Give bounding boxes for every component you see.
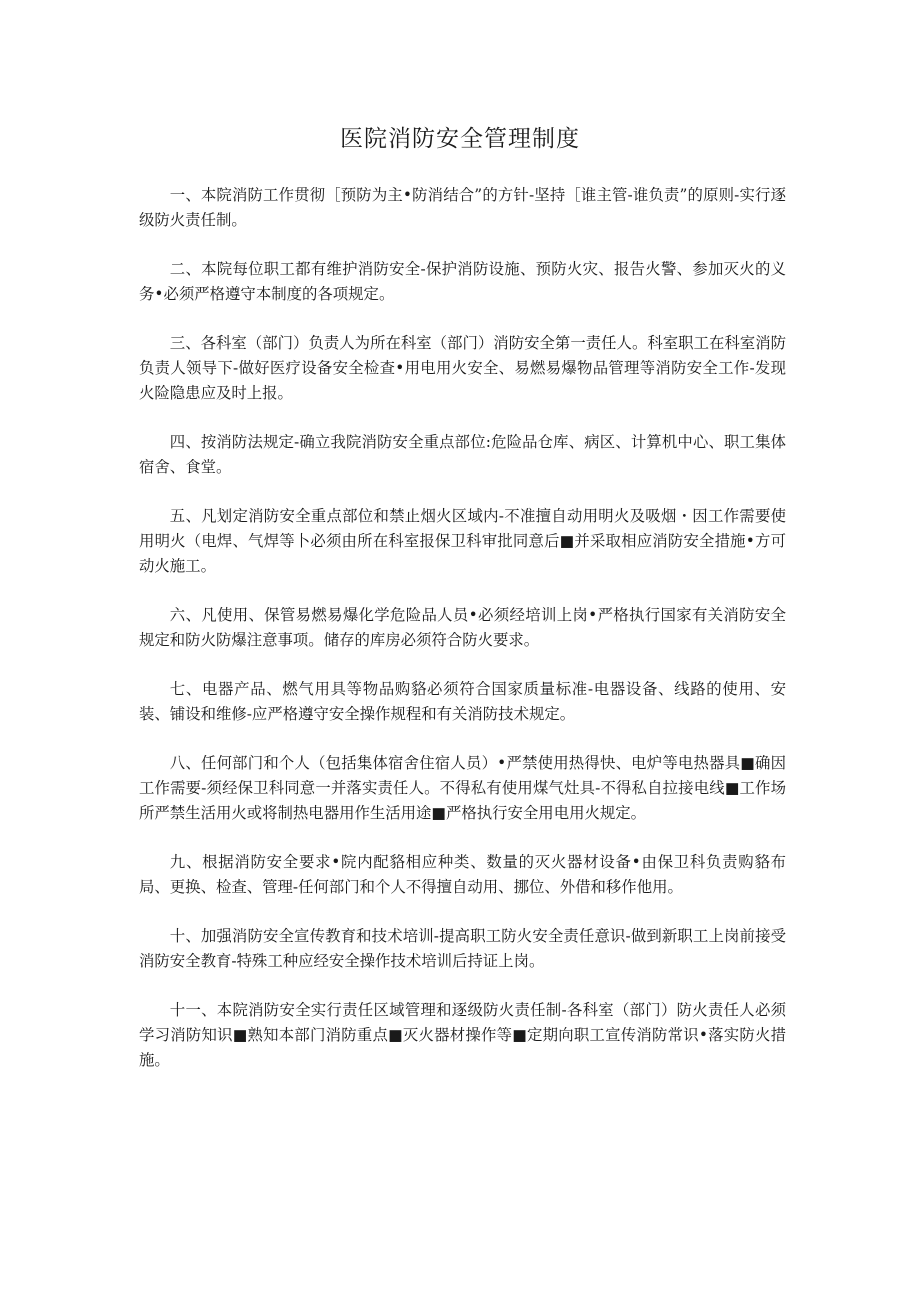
document-title: 医院消防安全管理制度 — [340, 126, 580, 152]
regulation-paragraph-6: 六、凡使用、保管易燃易爆化学危险品人员•必须经培训上岗•严格执行国家有关消防安全规定和防火防爆注意事项。储存的库房必须符合防火要求。 — [139, 606, 786, 649]
regulation-paragraph-7: 七、电器产品、燃气用具等物品购貉必须符合国家质量标准-电器设备、线路的使用、安装、铺设和维修-应严格遵守安全操作规程和有关消防技术规定。 — [139, 680, 786, 723]
document-body — [139, 183, 786, 1097]
regulation-paragraph-2: 二、本院每位职工都有维护消防安全-保护消防设施、预防火灾、报告火警、参加灭火的义务•必须严格遵守本制度的各项规定。 — [139, 260, 786, 303]
regulation-paragraph-11: 十一、本院消防安全实行责任区域管理和逐级防火责任制-各科室（部门）防火责任人必须学习消防知识■熟知本部门消防重点■灭火器材操作等■定期向职工宣传消防常识•落实防火措施。 — [139, 1001, 786, 1069]
regulation-paragraph-8: 八、任何部门和个人（包括集体宿舍住宿人员）•严禁使用热得快、电炉等电热器具■确因工作需要-须经保卫科同意一并落实责任人。不得私有使用煤气灶具-不得私自拉接电线■工作场所严禁生活用火或将制热电器用作生活用途■严格执行安全用电用火规定。 — [139, 754, 786, 822]
regulation-paragraph-1: 一、本院消防工作贯彻［预防为主•防消结合”的方针-坚持［谁主管-谁负责”的原则-实行逐级防火责任制。 — [139, 186, 786, 229]
regulation-paragraph-3: 三、各科室（部门）负责人为所在科室（部门）消防安全第一责任人。科室职工在科室消防负责人领导下-做好医疗设备安全检查•用电用火安全、易燃易爆物品管理等消防安全工作-发现火险隐患应及时上报。 — [139, 334, 786, 402]
regulation-paragraph-4: 四、按消防法规定-确立我院消防安全重点部位:危险品仓库、病区、计算机中心、职工集体宿舍、食堂。 — [139, 433, 786, 476]
regulation-paragraph-5: 五、凡划定消防安全重点部位和禁止烟火区域内-不准擅自动用明火及吸烟・因工作需要使用明火（电焊、气焊等卜必须由所在科室报保卫科审批同意后■并采取相应消防安全措施•方可动火施工。 — [139, 507, 786, 575]
regulation-paragraph-10: 十、加强消防安全宣传教育和技术培训-提高职工防火安全责任意识-做到新职工上岗前接受消防安全教育-特殊工种应经安全操作技术培训后持证上岗。 — [139, 927, 786, 970]
regulation-paragraph-9: 九、根据消防安全要求•院内配貉相应种类、数量的灭火器材设备•由保卫科负责购貉布局、更换、检查、管理-任何部门和个人不得擅自动用、挪位、外借和移作他用。 — [139, 853, 786, 896]
